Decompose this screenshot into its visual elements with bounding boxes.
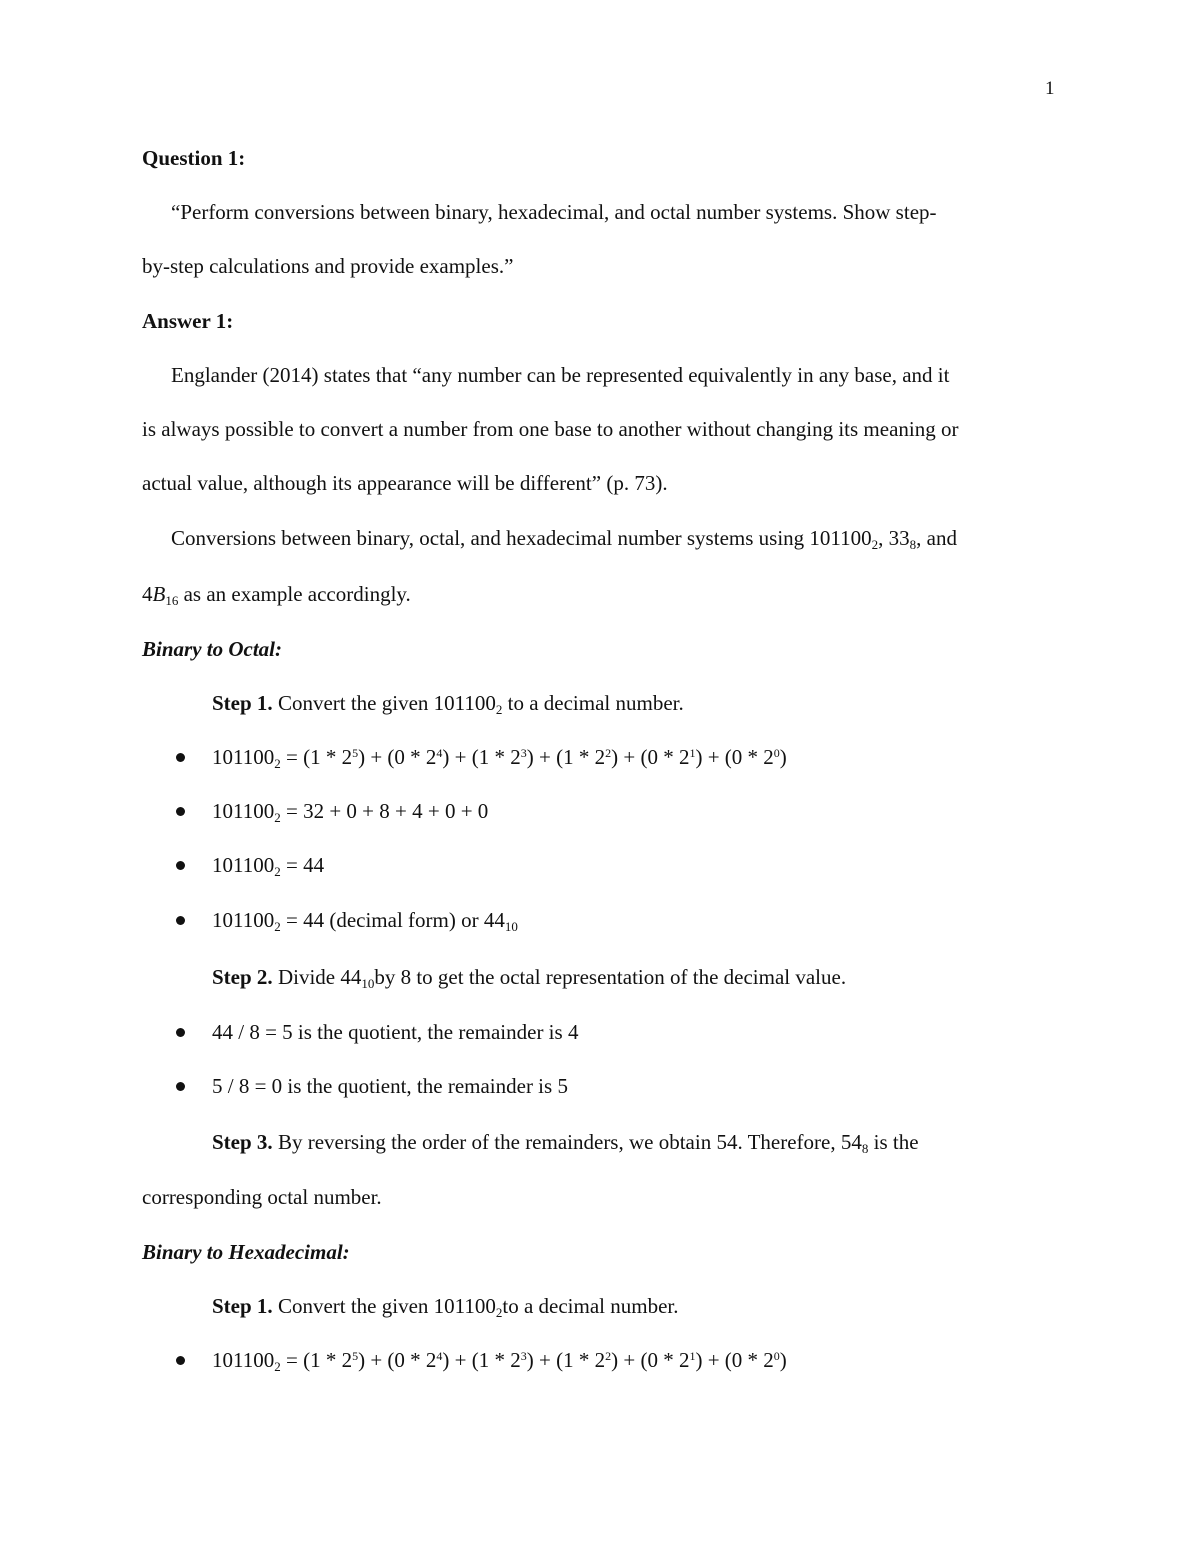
division-line-2: 5 / 8 = 0 is the quotient, the remainder is 5 [212, 1074, 568, 1098]
hex-step-1: Step 1. Convert the given $101100_2to$ a decimal number. [212, 1294, 679, 1320]
binary-to-octal-heading: Binary to Octal: [142, 637, 282, 661]
octal-result-line: $101100_2 = 44$ [212, 853, 325, 879]
quote-line-2: is always possible to convert a number from one base to another without changing its meaning or [142, 417, 959, 441]
question-text-line-1: “Perform conversions between binary, hexadecimal, and octal number systems. Show step- [171, 200, 937, 224]
octal-step-2: Step 2. Divide $44_{10}by$ 8 to get the octal representation of the decimal value. [212, 965, 847, 991]
bullet-icon [176, 807, 185, 816]
bullet-icon [176, 1356, 185, 1365]
question-heading: Question 1: [142, 146, 246, 170]
octal-sum-line: $101100_2 = 32 + 0 + 8 + 4 + 0 + 0$ [212, 799, 489, 825]
division-line-1: 44 / 8 = 5 is the quotient, the remainder is 4 [212, 1020, 579, 1044]
octal-decimal-line: $101100_2 = 44$ (decimal form) or $44_{10}$ [212, 908, 518, 934]
intro-line-2: $4B_{16}$ as an example accordingly. [142, 582, 411, 608]
octal-step-3: Step 3. By reversing the order of the remainders, we obtain 54. Therefore, $54_8$ is the [212, 1130, 919, 1156]
octal-step-3-line-2: corresponding octal number. [142, 1185, 382, 1209]
intro-line-1: Conversions between binary, octal, and hexadecimal number systems using $101100_2$, $33_8$, and [171, 526, 957, 552]
bullet-icon [176, 1082, 185, 1091]
answer-heading: Answer 1: [142, 309, 234, 333]
quote-line-1: Englander (2014) states that “any number can be represented equivalently in any base, and it [171, 363, 950, 387]
bullet-icon [176, 1028, 185, 1037]
question-text-line-2: by-step calculations and provide examples.” [142, 254, 514, 278]
page-number: 1 [1045, 78, 1055, 99]
quote-line-3: actual value, although its appearance will be different” (p. 73). [142, 471, 668, 495]
octal-expansion-line: $101100_2 = (1 * 2^5) + (0 * 2^4) + (1 * 2^3) + (1 * 2^2) + (0 * 2^1) + (0 * 2^0)$ [212, 745, 787, 771]
bullet-icon [176, 916, 185, 925]
hex-expansion-line: $101100_2 = (1 * 2^5) + (0 * 2^4) + (1 * 2^3) + (1 * 2^2) + (0 * 2^1) + (0 * 2^0)$ [212, 1348, 787, 1374]
binary-to-hex-heading: Binary to Hexadecimal: [142, 1240, 350, 1264]
bullet-icon [176, 753, 185, 762]
bullet-icon [176, 861, 185, 870]
octal-step-1: Step 1. Convert the given $101100_2$ to a decimal number. [212, 691, 684, 717]
